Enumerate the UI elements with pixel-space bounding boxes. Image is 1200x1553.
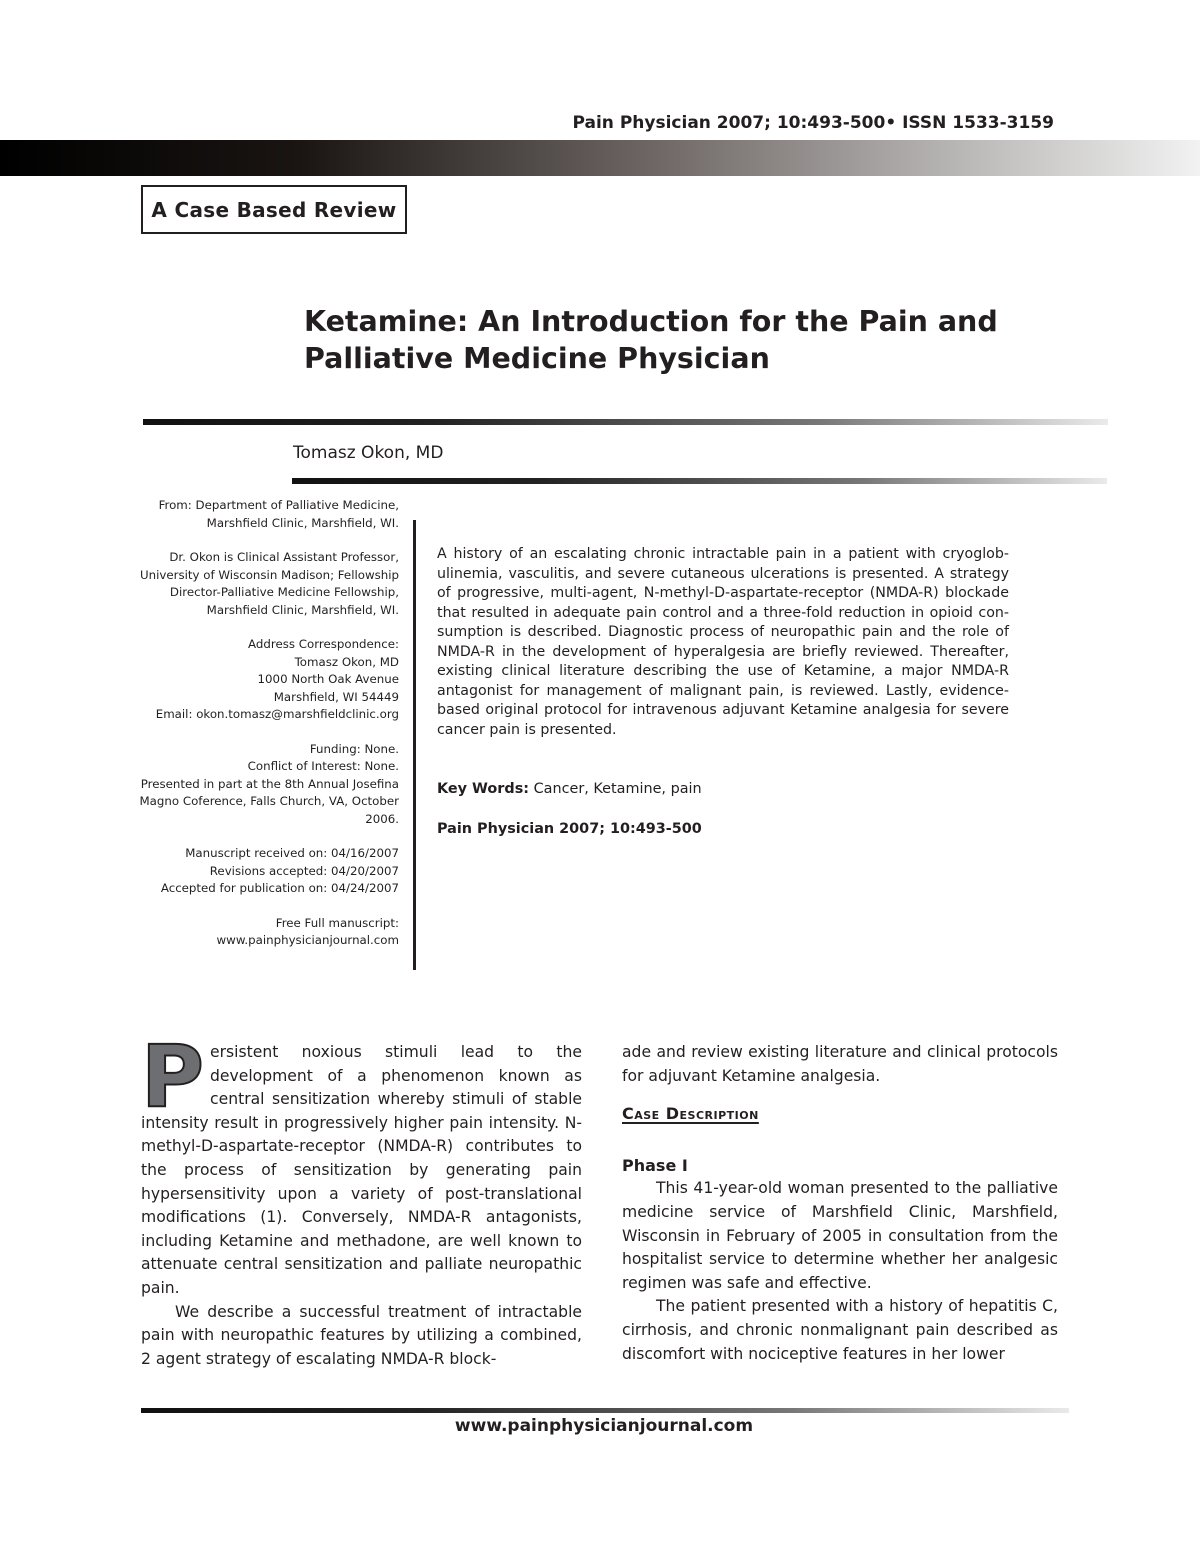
- short-citation: Pain Physician 2007; 10:493-500: [437, 821, 702, 837]
- body-paragraph-4: The patient presented with a history of hepatitis C, cirrhosis, and chronic nonmalignant pain described as discomfort with nociceptive features in her lower: [622, 1297, 1058, 1363]
- correspondence-name: Tomasz Okon, MD: [294, 654, 399, 669]
- abstract: A history of an escalating chronic intractable pain in a patient with cryoglobulinemia, vasculitis, and severe cutaneous ulcerations is presented. A strategy of progressive, multi-agent, N-methyl-D-aspartate-receptor (NMDA-R) blockade that resulted in adequate pain control and a three-fold reduction in opioid consumption is described. Diagnostic process of neuropathic pain and the role of NMDA-R in the development of hyperalgesia are briefly reviewed. Thereafter, existing clinical literature describing the use of Ketamine, a major NMDA-R antagonist for management of malignant pain, is reviewed. Lastly, evidence-based original protocol for intravenous adjuvant Ketamine analgesia for severe cancer pain is presented.: [437, 546, 1009, 738]
- article-title: Ketamine: An Introduction for the Pain and Palliative Medicine Physician: [304, 305, 998, 375]
- conflict-of-interest: Conflict of Interest: None.: [247, 759, 399, 773]
- footer-website-link[interactable]: www.painphysicianjournal.com: [454, 1416, 754, 1436]
- author-info-sidebar: [120, 497, 399, 967]
- body-paragraph-2-start: We describe a successful treatment of intractable pain with neuropathic features by utilizing a combined, 2 agent strategy of escalating NMDA-R block-: [141, 1302, 582, 1368]
- body-paragraph-1: ersistent noxious stimuli lead to the development of a phenomenon known as central sensitization whereby stimuli of stable intensity result in progressively higher pain intensity. N-methyl-D-aspartate-receptor (NMDA-R) contributes to the process of sensitization by generating pain hypersensitivity upon a variety of post-translational modifications (1). Conversely, NMDA-R antagonists, including Ketamine and methadone, are well known to attenuate central sensitization and palliate neuropathic pain.: [141, 1043, 582, 1297]
- body-column-left: [141, 1027, 582, 1371]
- sidebar-website-link[interactable]: www.painphysicianjournal.com: [216, 933, 399, 947]
- free-manuscript-block: [120, 915, 399, 950]
- body-column-right: [622, 1041, 1058, 1366]
- title-rule: [143, 419, 1108, 425]
- journal-citation: Pain Physician 2007; 10:493-500• ISSN 1533-3159: [572, 113, 1054, 133]
- funding: Funding: None.: [309, 741, 399, 756]
- author-rule: [292, 478, 1107, 484]
- correspondence-street: 1000 North Oak Avenue: [257, 672, 399, 686]
- body-paragraph-3: This 41-year-old woman presented to the palliative medicine service of Marshfield Clinic, Marshfield, Wisconsin in February of 2005 in consultation from the hospitalist service to determine whether her analgesic regimen was safe and effective.: [622, 1179, 1058, 1292]
- correspondence-label: Address Correspondence:: [248, 637, 399, 651]
- correspondence-email: Email: okon.tomasz@marshfieldclinic.org: [155, 707, 399, 721]
- manuscript-dates: [120, 845, 399, 898]
- footer-rule: [141, 1408, 1069, 1413]
- accepted-date: Accepted for publication on: 04/24/2007: [160, 881, 399, 895]
- sidebar-divider: [413, 520, 416, 970]
- drop-cap: P: [141, 1027, 205, 1127]
- header-gradient-bar: [0, 140, 1200, 176]
- keywords: [437, 781, 702, 797]
- revisions-date: Revisions accepted: 04/20/2007: [209, 863, 399, 878]
- free-manuscript-label: Free Full manuscript:: [275, 915, 399, 930]
- correspondence-block: [120, 636, 399, 724]
- article-type-box: A Case Based Review: [141, 185, 407, 234]
- keywords-label: Key Words:: [437, 781, 530, 797]
- author-bio: Dr. Okon is Clinical Assistant Professor, University of Wisconsin Madison; Fellowship Director-Palliative Medicine Fellowship, Marshfield Clinic, Marshfield, WI.: [140, 550, 399, 617]
- author-name: Tomasz Okon, MD: [293, 443, 444, 463]
- section-heading: Case Description: [622, 1104, 759, 1124]
- disclosures-block: [120, 741, 399, 829]
- affiliation: From: Department of Palliative Medicine, Marshfield Clinic, Marshfield, WI.: [158, 498, 399, 530]
- received-date: Manuscript received on: 04/16/2007: [185, 846, 399, 860]
- presentation-note: Presented in part at the 8th Annual Josefina Magno Coference, Falls Church, VA, October 2006.: [139, 776, 399, 826]
- correspondence-city: Marshfield, WI 54449: [273, 689, 399, 704]
- keywords-value: Cancer, Ketamine, pain: [533, 781, 702, 797]
- body-paragraph-2-end: ade and review existing literature and clinical protocols for adjuvant Ketamine analgesia.: [622, 1043, 1058, 1085]
- subsection-heading: Phase I: [622, 1155, 688, 1175]
